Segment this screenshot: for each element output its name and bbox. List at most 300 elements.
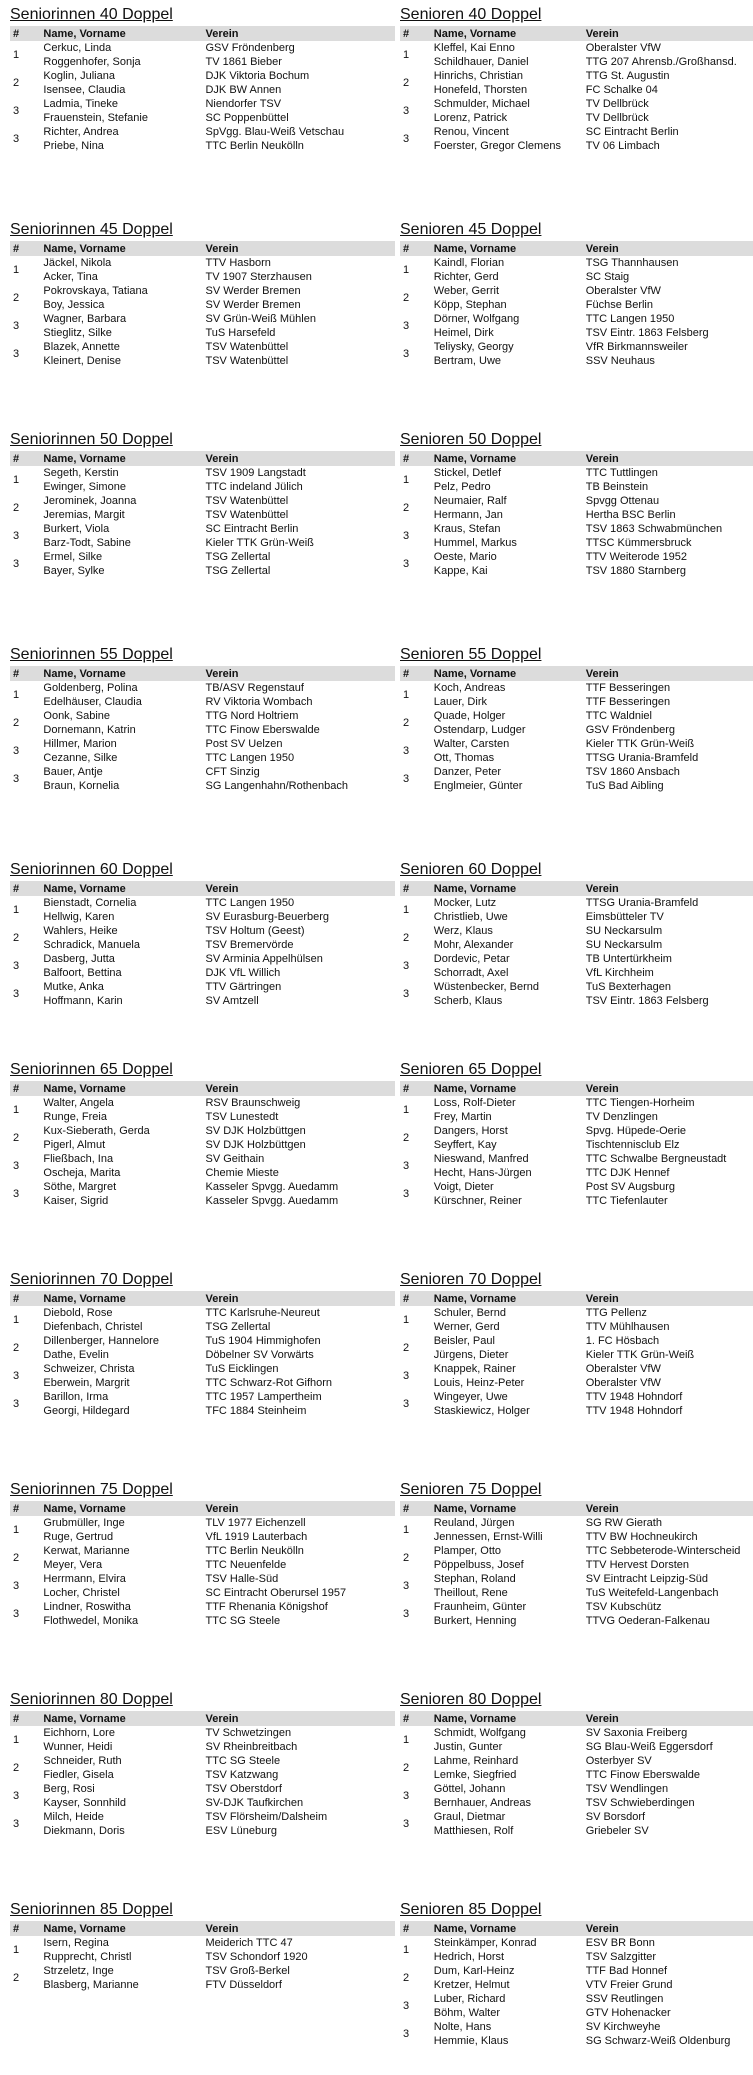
- club-name: TTG St. Augustin: [585, 70, 670, 82]
- club-name: 1. FC Hösbach: [585, 1335, 660, 1347]
- rank-cell: 1: [403, 1944, 410, 1956]
- club-name: VfL Kirchheim: [585, 967, 654, 979]
- club-name: TTC Neuenfelde: [205, 1559, 287, 1571]
- club-name: TSG Thannhausen: [585, 257, 679, 269]
- club-header: Verein: [202, 451, 395, 466]
- table-row: [400, 1152, 753, 1166]
- club-name: TTC Langen 1950: [205, 752, 295, 764]
- rank-cell: 3: [403, 1370, 410, 1382]
- player-name: Quade, Holger: [433, 710, 506, 722]
- table-row: [10, 1110, 395, 1124]
- rank-cell: 2: [403, 1342, 410, 1354]
- table-row: [10, 1334, 395, 1348]
- rank-cell: 3: [403, 1398, 410, 1410]
- player-name: Stieglitz, Silke: [43, 327, 112, 339]
- player-name: Bertram, Uwe: [433, 355, 502, 367]
- club-name: Meiderich TTC 47: [205, 1937, 293, 1949]
- rank-cell: 1: [403, 1524, 410, 1536]
- table-row: [400, 1810, 753, 1824]
- table-row: [400, 723, 753, 737]
- table-row: [400, 1096, 753, 1110]
- table-row: [400, 1614, 753, 1628]
- player-name: Jeremias, Margit: [43, 509, 125, 521]
- table-row: [10, 980, 395, 994]
- club-name: TTC Karlsruhe-Neureut: [205, 1307, 320, 1319]
- results-table: [10, 451, 395, 578]
- table-row: [10, 723, 395, 737]
- player-name: Stickel, Detlef: [433, 467, 502, 479]
- table-row: [10, 1180, 395, 1194]
- player-name: Burkert, Viola: [43, 523, 110, 535]
- table-row: [10, 994, 395, 1008]
- club-name: TTC Tuttlingen: [585, 467, 658, 479]
- table-row: [400, 966, 753, 980]
- player-name: Diefenbach, Christel: [43, 1321, 143, 1333]
- name-header: Name, Vorname: [431, 1501, 583, 1516]
- rank-cell: 2: [403, 932, 410, 944]
- section-title: Senioren 85 Doppel: [400, 1901, 542, 1918]
- results-section: [10, 5, 395, 153]
- section-title: Seniorinnen 85 Doppel: [10, 1901, 173, 1918]
- table-row: [400, 1110, 753, 1124]
- club-name: SV DJK Holzbüttgen: [205, 1125, 306, 1137]
- rank-header: #: [400, 881, 431, 896]
- club-header: Verein: [583, 1081, 753, 1096]
- player-name: Honefeld, Thorsten: [433, 84, 528, 96]
- club-name: TSV Lunestedt: [205, 1111, 279, 1123]
- club-name: SC Eintracht Berlin: [205, 523, 299, 535]
- player-name: Kappe, Kai: [433, 565, 488, 577]
- table-row: [400, 765, 753, 779]
- club-header: Verein: [202, 666, 395, 681]
- table-row: [400, 1544, 753, 1558]
- player-name: Isensee, Claudia: [43, 84, 126, 96]
- player-name: Schuler, Bernd: [433, 1307, 506, 1319]
- table-row: [400, 1194, 753, 1208]
- player-name: Renou, Vincent: [433, 126, 509, 138]
- results-table: [10, 1921, 395, 1992]
- club-name: Füchse Berlin: [585, 299, 653, 311]
- club-name: TTC Tiefenlauter: [585, 1195, 668, 1207]
- table-row: [10, 1152, 395, 1166]
- table-row: [10, 1782, 395, 1796]
- player-name: Rupprecht, Christl: [43, 1951, 132, 1963]
- table-row: [400, 1796, 753, 1810]
- rank-cell: 2: [13, 932, 20, 944]
- club-name: TTC Finow Eberswalde: [205, 724, 320, 736]
- player-name: Fraunheim, Günter: [433, 1601, 527, 1613]
- club-header: Verein: [583, 451, 753, 466]
- club-name: TTC Langen 1950: [205, 897, 295, 909]
- results-table: [10, 1291, 395, 1418]
- club-name: TB Beinstein: [585, 481, 649, 493]
- table-row: [400, 709, 753, 723]
- club-name: TTC DJK Hennef: [585, 1167, 670, 1179]
- name-header: Name, Vorname: [431, 1291, 583, 1306]
- table-row: [400, 779, 753, 793]
- club-name: Döbelner SV Vorwärts: [205, 1349, 314, 1361]
- player-name: Justin, Gunter: [433, 1741, 503, 1753]
- table-header-row: [10, 1921, 395, 1936]
- player-name: Koch, Andreas: [433, 682, 506, 694]
- player-name: Hoffmann, Karin: [43, 995, 123, 1007]
- player-name: Schradick, Manuela: [43, 939, 140, 951]
- club-name: TSG Zellertal: [205, 1321, 271, 1333]
- rank-cell: 2: [403, 1552, 410, 1564]
- club-name: SV Kirchweyhe: [585, 2021, 661, 2033]
- club-name: CFT Sinzig: [205, 766, 260, 778]
- club-header: Verein: [583, 1501, 753, 1516]
- table-row: [400, 1124, 753, 1138]
- rank-header: #: [400, 241, 431, 256]
- results-table: [10, 26, 395, 153]
- player-name: Neumaier, Ralf: [433, 495, 507, 507]
- player-name: Fiedler, Gisela: [43, 1769, 114, 1781]
- table-row: [400, 1936, 753, 1950]
- table-row: [10, 256, 395, 270]
- club-name: Hertha BSC Berlin: [585, 509, 676, 521]
- table-row: [10, 1362, 395, 1376]
- player-name: Oeste, Mario: [433, 551, 497, 563]
- table-row: [10, 326, 395, 340]
- club-name: TTC Finow Eberswalde: [585, 1769, 701, 1781]
- table-row: [400, 1964, 753, 1978]
- player-name: Barillon, Irma: [43, 1391, 109, 1403]
- table-row: [400, 55, 753, 69]
- club-name: TTG Nord Holtriem: [205, 710, 299, 722]
- table-row: [400, 326, 753, 340]
- player-name: Nieswand, Manfred: [433, 1153, 529, 1165]
- club-name: Osterbyer SV: [585, 1755, 652, 1767]
- table-row: [400, 354, 753, 368]
- table-row: [10, 695, 395, 709]
- results-table: [10, 1501, 395, 1628]
- player-name: Oonk, Sabine: [43, 710, 111, 722]
- table-row: [400, 1978, 753, 1992]
- club-name: TTG Pellenz: [585, 1307, 647, 1319]
- table-row: [10, 938, 395, 952]
- table-row: [400, 1180, 753, 1194]
- name-header: Name, Vorname: [431, 451, 583, 466]
- player-name: Braun, Kornelia: [43, 780, 120, 792]
- player-name: Dum, Karl-Heinz: [433, 1965, 515, 1977]
- table-row: [400, 536, 753, 550]
- results-section: [10, 1690, 395, 1838]
- rank-header: #: [10, 1291, 40, 1306]
- player-name: Grubmüller, Inge: [43, 1517, 125, 1529]
- rank-cell: 3: [403, 1580, 410, 1592]
- rank-cell: 3: [13, 348, 20, 360]
- rank-cell: 3: [13, 1398, 20, 1410]
- results-table: [400, 26, 753, 153]
- section-title: Senioren 40 Doppel: [400, 6, 542, 23]
- rank-cell: 1: [403, 1104, 410, 1116]
- table-row: [400, 83, 753, 97]
- rank-cell: 3: [403, 348, 410, 360]
- table-row: [400, 69, 753, 83]
- table-row: [400, 910, 753, 924]
- player-name: Kleinert, Denise: [43, 355, 122, 367]
- rank-cell: 2: [13, 1342, 20, 1354]
- table-row: [400, 1572, 753, 1586]
- club-name: TTC Schwarz-Rot Gifhorn: [205, 1377, 333, 1389]
- player-name: Georgi, Hildegard: [43, 1405, 130, 1417]
- section-title: Senioren 60 Doppel: [400, 861, 542, 878]
- rank-cell: 2: [403, 717, 410, 729]
- rank-header: #: [10, 1921, 40, 1936]
- rank-cell: 1: [403, 689, 410, 701]
- table-row: [10, 1614, 395, 1628]
- table-row: [10, 751, 395, 765]
- player-name: Voigt, Dieter: [433, 1181, 494, 1193]
- player-name: Richter, Gerd: [433, 271, 499, 283]
- club-name: TSG Zellertal: [205, 551, 271, 563]
- player-name: Heimel, Dirk: [433, 327, 494, 339]
- rank-cell: 3: [403, 773, 410, 785]
- results-table: [10, 666, 395, 793]
- player-name: Jürgens, Dieter: [433, 1349, 509, 1361]
- club-name: TSV Flörsheim/Dalsheim: [205, 1811, 328, 1823]
- results-table: [400, 1711, 753, 1838]
- club-name: TB Untertürkheim: [585, 953, 672, 965]
- results-section: [400, 860, 753, 1008]
- name-header: Name, Vorname: [431, 881, 583, 896]
- rank-cell: 3: [403, 2028, 410, 2040]
- table-header-row: [400, 1081, 753, 1096]
- player-name: Weber, Gerrit: [433, 285, 500, 297]
- table-header-row: [10, 881, 395, 896]
- rank-cell: 1: [403, 49, 410, 61]
- club-name: TTC Berlin Neukölln: [205, 1545, 304, 1557]
- club-name: Tischtennisclub Elz: [585, 1139, 680, 1151]
- table-row: [10, 1390, 395, 1404]
- rank-header: #: [10, 451, 40, 466]
- club-name: SC Eintracht Oberursel 1957: [205, 1587, 347, 1599]
- club-name: TTC Tiengen-Horheim: [585, 1097, 695, 1109]
- player-name: Boy, Jessica: [43, 299, 105, 311]
- player-name: Nolte, Hans: [433, 2021, 492, 2033]
- results-section: [400, 645, 753, 793]
- rank-cell: 3: [403, 1160, 410, 1172]
- table-row: [400, 270, 753, 284]
- club-name: TTF Besseringen: [585, 682, 671, 694]
- name-header: Name, Vorname: [40, 1711, 202, 1726]
- club-header: Verein: [202, 1501, 395, 1516]
- player-name: Loss, Rolf-Dieter: [433, 1097, 516, 1109]
- table-row: [10, 1348, 395, 1362]
- results-table: [10, 1711, 395, 1838]
- results-section: [10, 220, 395, 368]
- table-row: [10, 1824, 395, 1838]
- club-name: Spvgg Ottenau: [585, 495, 660, 507]
- player-name: Bernhauer, Andreas: [433, 1797, 532, 1809]
- club-name: TTV 1948 Hohndorf: [585, 1391, 683, 1403]
- name-header: Name, Vorname: [40, 1921, 202, 1936]
- results-section: [400, 220, 753, 368]
- player-name: Herrmann, Elvira: [43, 1573, 126, 1585]
- player-name: Werz, Klaus: [433, 925, 493, 937]
- player-name: Pokrovskaya, Tatiana: [43, 285, 148, 297]
- club-name: TV 1861 Bieber: [205, 56, 282, 68]
- player-name: Wingeyer, Uwe: [433, 1391, 508, 1403]
- table-row: [10, 737, 395, 751]
- rank-cell: 1: [13, 1104, 20, 1116]
- section-title: Senioren 80 Doppel: [400, 1691, 542, 1708]
- rank-cell: 2: [403, 1762, 410, 1774]
- player-name: Jäckel, Nikola: [43, 257, 112, 269]
- section-title: Seniorinnen 45 Doppel: [10, 221, 173, 238]
- club-name: TSV 1880 Starnberg: [585, 565, 687, 577]
- results-table: [400, 1501, 753, 1628]
- club-name: SV Borsdorf: [585, 1811, 646, 1823]
- club-name: TTV Weiterode 1952: [585, 551, 688, 563]
- player-name: Burkert, Henning: [433, 1615, 517, 1627]
- rank-cell: 3: [13, 960, 20, 972]
- table-header-row: [10, 1711, 395, 1726]
- table-row: [400, 952, 753, 966]
- player-name: Segeth, Kerstin: [43, 467, 119, 479]
- club-name: SG RW Gierath: [585, 1517, 662, 1529]
- player-name: Frey, Martin: [433, 1111, 492, 1123]
- club-name: TSG Zellertal: [205, 565, 271, 577]
- table-row: [10, 966, 395, 980]
- player-name: Kaiser, Sigrid: [43, 1195, 109, 1207]
- table-row: [10, 298, 395, 312]
- player-name: Walter, Angela: [43, 1097, 114, 1109]
- name-header: Name, Vorname: [40, 451, 202, 466]
- club-name: DJK Viktoria Bochum: [205, 70, 310, 82]
- player-name: Wagner, Barbara: [43, 313, 127, 325]
- rank-cell: 1: [403, 264, 410, 276]
- club-name: TTV Hervest Dorsten: [585, 1559, 690, 1571]
- player-name: Knappek, Rainer: [433, 1363, 516, 1375]
- player-name: Edelhäuser, Claudia: [43, 696, 142, 708]
- table-header-row: [10, 666, 395, 681]
- rank-cell: 2: [13, 292, 20, 304]
- player-name: Kleffel, Kai Enno: [433, 42, 515, 54]
- club-name: SC Poppenbüttel: [205, 112, 289, 124]
- results-section: [10, 1060, 395, 1208]
- player-name: Hermann, Jan: [433, 509, 503, 521]
- table-row: [10, 952, 395, 966]
- club-name: TTC Berlin Neukölln: [205, 140, 304, 152]
- section-title: Senioren 50 Doppel: [400, 431, 542, 448]
- section-title: Senioren 75 Doppel: [400, 1481, 542, 1498]
- player-name: Hemmie, Klaus: [433, 2035, 509, 2047]
- table-row: [10, 550, 395, 564]
- table-row: [400, 550, 753, 564]
- player-name: Pelz, Pedro: [433, 481, 491, 493]
- table-row: [400, 2006, 753, 2020]
- club-name: TLV 1977 Eichenzell: [205, 1517, 306, 1529]
- player-name: Runge, Freia: [43, 1111, 107, 1123]
- player-name: Bienstadt, Cornelia: [43, 897, 137, 909]
- rank-header: #: [10, 1711, 40, 1726]
- club-name: TTSG Urania-Bramfeld: [585, 897, 699, 909]
- player-name: Blasberg, Marianne: [43, 1979, 139, 1991]
- section-title: Seniorinnen 80 Doppel: [10, 1691, 173, 1708]
- table-row: [10, 1516, 395, 1530]
- club-name: TuS Weitefeld-Langenbach: [585, 1587, 719, 1599]
- rank-header: #: [400, 1711, 431, 1726]
- table-row: [400, 1166, 753, 1180]
- results-table: [10, 1081, 395, 1208]
- name-header: Name, Vorname: [431, 1081, 583, 1096]
- club-name: TuS Bexterhagen: [585, 981, 671, 993]
- player-name: Lindner, Roswitha: [43, 1601, 131, 1613]
- player-name: Christlieb, Uwe: [433, 911, 508, 923]
- player-name: Balfoort, Bettina: [43, 967, 122, 979]
- player-name: Schmidt, Wolfgang: [433, 1727, 526, 1739]
- player-name: Schorradt, Axel: [433, 967, 509, 979]
- club-name: TTF Besseringen: [585, 696, 671, 708]
- table-row: [400, 97, 753, 111]
- table-row: [10, 709, 395, 723]
- table-row: [10, 340, 395, 354]
- table-row: [400, 508, 753, 522]
- table-header-row: [10, 26, 395, 41]
- club-name: TTV Hasborn: [205, 257, 271, 269]
- table-row: [400, 1754, 753, 1768]
- club-name: TSV Eintr. 1863 Felsberg: [585, 995, 709, 1007]
- table-row: [400, 1320, 753, 1334]
- player-name: Matthiesen, Rolf: [433, 1825, 514, 1837]
- rank-cell: 3: [13, 1790, 20, 1802]
- player-name: Barz-Todt, Sabine: [43, 537, 131, 549]
- section-title: Seniorinnen 55 Doppel: [10, 646, 173, 663]
- table-row: [400, 1950, 753, 1964]
- section-title: Senioren 45 Doppel: [400, 221, 542, 238]
- player-name: Diekmann, Doris: [43, 1825, 125, 1837]
- player-name: Hecht, Hans-Jürgen: [433, 1167, 532, 1179]
- player-name: Kretzer, Helmut: [433, 1979, 510, 1991]
- table-header-row: [400, 26, 753, 41]
- club-name: TuS Harsefeld: [205, 327, 276, 339]
- table-row: [400, 2020, 753, 2034]
- club-name: TTV BW Hochneukirch: [585, 1531, 698, 1543]
- name-header: Name, Vorname: [431, 241, 583, 256]
- club-header: Verein: [583, 1291, 753, 1306]
- player-name: Roggenhofer, Sonja: [43, 56, 141, 68]
- table-row: [10, 924, 395, 938]
- club-header: Verein: [583, 26, 753, 41]
- table-row: [10, 1096, 395, 1110]
- results-table: [400, 1921, 753, 2048]
- club-name: TSV Oberstdorf: [205, 1783, 282, 1795]
- player-name: Danzer, Peter: [433, 766, 502, 778]
- player-name: Kürschner, Reiner: [433, 1195, 522, 1207]
- player-name: Dathe, Evelin: [43, 1349, 109, 1361]
- table-header-row: [10, 241, 395, 256]
- club-name: Oberalster VfW: [585, 42, 661, 54]
- rank-cell: 1: [403, 904, 410, 916]
- player-name: Mohr, Alexander: [433, 939, 514, 951]
- club-name: Kieler TTK Grün-Weiß: [585, 738, 695, 750]
- table-row: [400, 1348, 753, 1362]
- table-header-row: [400, 1711, 753, 1726]
- player-name: Ostendarp, Ludger: [433, 724, 526, 736]
- player-name: Eberwein, Margrit: [43, 1377, 130, 1389]
- table-row: [10, 681, 395, 695]
- club-name: TSV Kubschütz: [585, 1601, 662, 1613]
- table-row: [10, 779, 395, 793]
- table-row: [10, 312, 395, 326]
- club-name: VfL 1919 Lauterbach: [205, 1531, 308, 1543]
- club-name: Chemie Mieste: [205, 1167, 279, 1179]
- player-name: Kayser, Sonnhild: [43, 1797, 126, 1809]
- table-row: [10, 522, 395, 536]
- player-name: Köpp, Stephan: [433, 299, 507, 311]
